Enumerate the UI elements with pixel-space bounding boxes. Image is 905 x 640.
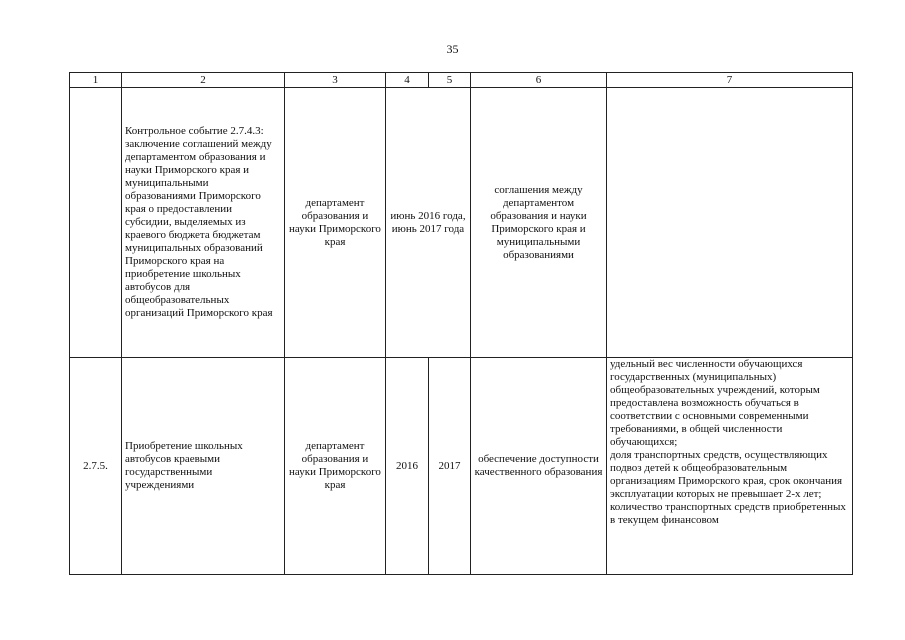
result-cell: обеспечение доступности качественного образования [471, 358, 607, 575]
end-year-cell: 2017 [429, 358, 471, 575]
indicators-cell: удельный вес численности обучающихся государственных (муниципальных) общеобразовательных учреждений, которым предоставлена возможность обучаться в соответствии с основными современными требованиями, в общей численности обучающихся; доля транспортных средств, осуществляющих подвоз детей к общеобразовательным организациям Приморского края, срок окончания эксплуатации которых не превышает 2-х лет; количество транспортных средств приобретенных в текущем финансовом [607, 358, 853, 575]
executor-cell: департамент образования и науки Приморского края [285, 358, 386, 575]
table-row [70, 88, 853, 358]
header-cell: 5 [429, 73, 471, 88]
header-cell: 7 [607, 73, 853, 88]
header-cell: 6 [471, 73, 607, 88]
executor-cell: департамент образования и науки Приморского края [285, 88, 386, 358]
plan-table [69, 72, 853, 575]
page-number: 35 [446, 42, 459, 56]
table-row [70, 358, 853, 575]
header-cell: 4 [386, 73, 429, 88]
header-cell: 3 [285, 73, 386, 88]
row-number-cell [70, 88, 122, 358]
header-cell: 1 [70, 73, 122, 88]
activity-name-cell: Приобретение школьных автобусов краевыми государственными учреждениями [122, 358, 285, 575]
result-cell: соглашения между департаментом образования и науки Приморского края и муниципальными образованиями [471, 88, 607, 358]
row-number-cell: 2.7.5. [70, 358, 122, 575]
header-cell: 2 [122, 73, 285, 88]
period-cell: июнь 2016 года, июнь 2017 года [386, 88, 471, 358]
start-year-cell: 2016 [386, 358, 429, 575]
activity-name-cell: Контрольное событие 2.7.4.3: заключение соглашений между департаментом образования и науки Приморского края и муниципальными образованиями Приморского края о предоставлении субсидии, выделяемых из краевого бюджета бюджетам муниципальных образований Приморского края на приобретение школьных автобусов для общеобразовательных организаций Приморского края [122, 88, 285, 358]
indicators-cell [607, 88, 853, 358]
header-row [70, 73, 853, 88]
